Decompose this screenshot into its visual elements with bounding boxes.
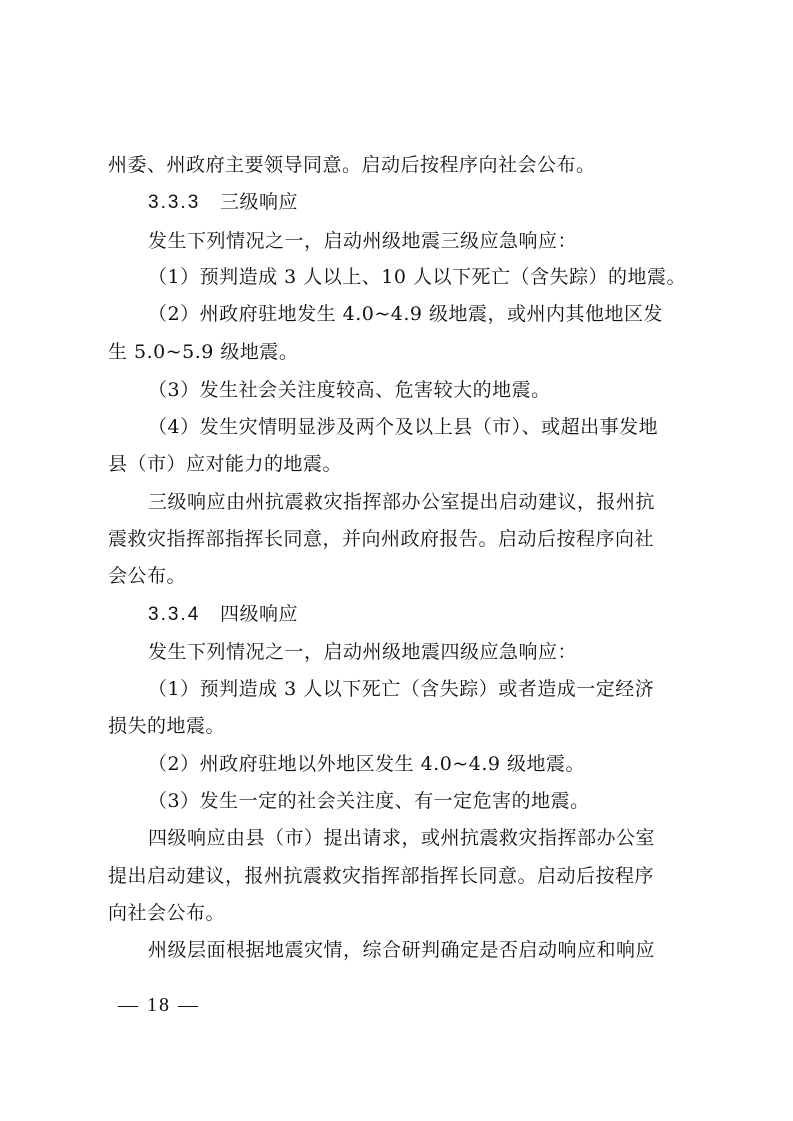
list-item: （1）预判造成 3 人以上、10 人以下死亡（含失踪）的地震。 [148, 266, 686, 288]
text-line: 州委、州政府主要领导同意。启动后按程序向社会公布。 [108, 154, 596, 176]
text-line: 生 5.0~5.9 级地震。 [108, 341, 299, 363]
section-title: 四级响应 [220, 603, 299, 625]
text-line: 损失的地震。 [108, 715, 226, 737]
paragraph-line: 会公布。 [108, 565, 187, 587]
paragraph-line: 三级响应由州抗震救灾指挥部办公室提出启动建议，报州抗 [148, 491, 656, 513]
section-heading-3-3-4 [148, 602, 738, 627]
list-item: （3）发生社会关注度较高、危害较大的地震。 [148, 379, 551, 401]
paragraph-line: 向社会公布。 [108, 902, 226, 924]
page-number: — 18 — [118, 994, 200, 1016]
paragraph-line: 四级响应由县（市）提出请求，或州抗震救灾指挥部办公室 [148, 827, 656, 849]
list-item: （2）州政府驻地以外地区发生 4.0~4.9 级地震。 [148, 753, 586, 775]
text-line: 发生下列情况之一，启动州级地震三级应急响应： [148, 230, 578, 252]
section-number: 3.3.4 [148, 604, 201, 625]
list-item: （2）州政府驻地发生 4.0~4.9 级地震，或州内其他地区发 [148, 303, 664, 325]
list-item: （1）预判造成 3 人以下死亡（含失踪）或者造成一定经济 [148, 678, 655, 700]
text-line: 县（市）应对能力的地震。 [108, 453, 343, 475]
section-title: 三级响应 [220, 191, 299, 213]
text-line: 发生下列情况之一，启动州级地震四级应急响应： [148, 641, 578, 663]
paragraph-line: 提出启动建议，报州抗震救灾指挥部指挥长同意。启动后按程序 [108, 865, 655, 887]
paragraph-line: 州级层面根据地震灾情，综合研判确定是否启动响应和响应 [148, 939, 656, 961]
section-heading-3-3-3 [148, 190, 738, 215]
section-number: 3.3.3 [148, 192, 201, 213]
list-item: （3）发生一定的社会关注度、有一定危害的地震。 [148, 790, 590, 812]
paragraph-line: 震救灾指挥部指挥长同意，并向州政府报告。启动后按程序向社 [108, 528, 655, 550]
list-item: （4）发生灾情明显涉及两个及以上县（市）、或超出事发地 [148, 416, 659, 438]
